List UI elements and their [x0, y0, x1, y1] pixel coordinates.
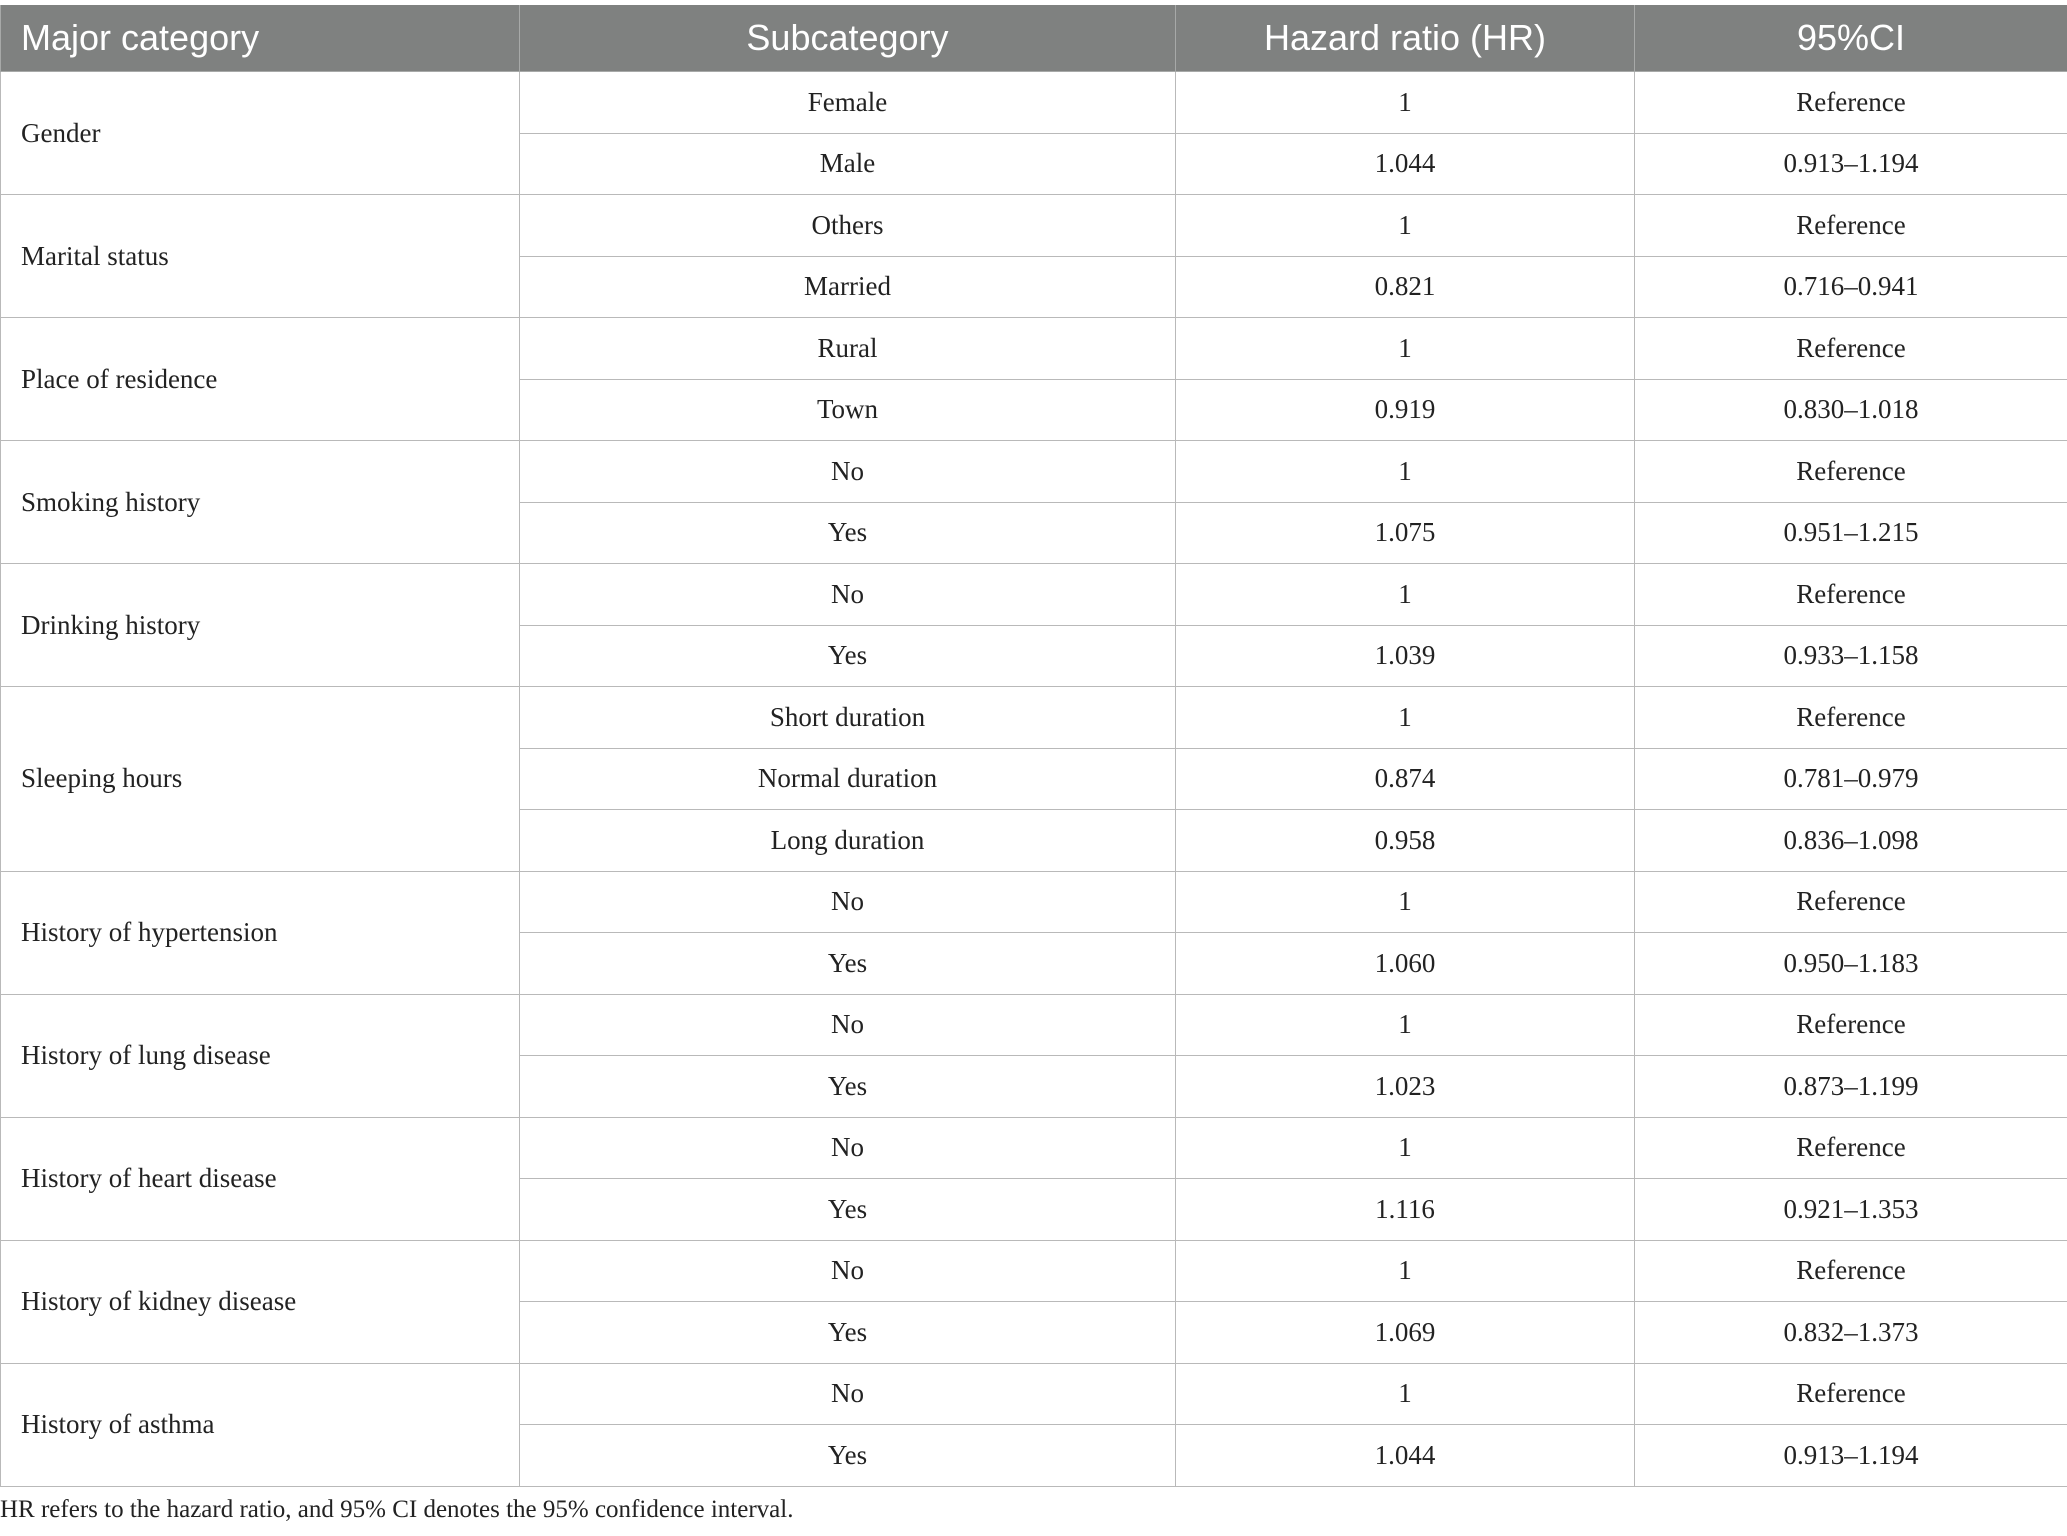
confidence-interval-cell: 0.832–1.373	[1635, 1302, 2067, 1364]
hazard-ratio-cell: 1	[1176, 564, 1635, 626]
table-row	[1, 72, 2067, 134]
major-category-cell: Drinking history	[1, 564, 520, 687]
hazard-ratio-cell: 1.060	[1176, 933, 1635, 995]
hazard-ratio-cell: 1.039	[1176, 625, 1635, 687]
subcategory-cell: Female	[520, 72, 1176, 134]
major-category-cell: Gender	[1, 72, 520, 195]
hazard-ratio-cell: 1.044	[1176, 133, 1635, 195]
hazard-ratio-cell: 1	[1176, 1117, 1635, 1179]
confidence-interval-cell: 0.921–1.353	[1635, 1179, 2067, 1241]
hazard-ratio-cell: 1	[1176, 1363, 1635, 1425]
subcategory-cell: Yes	[520, 1425, 1176, 1487]
confidence-interval-cell: Reference	[1635, 564, 2067, 626]
hazard-ratio-table	[0, 5, 2067, 1487]
major-category-cell: History of heart disease	[1, 1117, 520, 1240]
confidence-interval-cell: Reference	[1635, 318, 2067, 380]
hazard-ratio-cell: 1	[1176, 1240, 1635, 1302]
confidence-interval-cell: Reference	[1635, 1117, 2067, 1179]
confidence-interval-cell: Reference	[1635, 195, 2067, 257]
hazard-ratio-cell: 1	[1176, 318, 1635, 380]
subcategory-cell: Male	[520, 133, 1176, 195]
subcategory-cell: Yes	[520, 1179, 1176, 1241]
confidence-interval-cell: Reference	[1635, 441, 2067, 503]
subcategory-cell: Normal duration	[520, 748, 1176, 810]
hazard-ratio-cell: 1.023	[1176, 1056, 1635, 1118]
subcategory-cell: No	[520, 441, 1176, 503]
major-category-cell: Marital status	[1, 195, 520, 318]
header-major-category: Major category	[1, 5, 520, 72]
table-row	[1, 871, 2067, 933]
subcategory-cell: Yes	[520, 1302, 1176, 1364]
major-category-cell: History of lung disease	[1, 994, 520, 1117]
hazard-ratio-cell: 0.874	[1176, 748, 1635, 810]
subcategory-cell: Married	[520, 256, 1176, 318]
confidence-interval-cell: 0.950–1.183	[1635, 933, 2067, 995]
table-row	[1, 687, 2067, 749]
hazard-ratio-cell: 1.069	[1176, 1302, 1635, 1364]
hazard-ratio-cell: 1.044	[1176, 1425, 1635, 1487]
table-row	[1, 564, 2067, 626]
major-category-cell: Sleeping hours	[1, 687, 520, 872]
major-category-cell: Place of residence	[1, 318, 520, 441]
confidence-interval-cell: 0.830–1.018	[1635, 379, 2067, 441]
table-body	[1, 72, 2067, 1487]
subcategory-cell: No	[520, 994, 1176, 1056]
hazard-ratio-cell: 0.919	[1176, 379, 1635, 441]
hazard-ratio-cell: 0.958	[1176, 810, 1635, 872]
confidence-interval-cell: 0.836–1.098	[1635, 810, 2067, 872]
subcategory-cell: Town	[520, 379, 1176, 441]
table-header	[1, 5, 2067, 72]
confidence-interval-cell: Reference	[1635, 687, 2067, 749]
subcategory-cell: No	[520, 1363, 1176, 1425]
header-hazard-ratio: Hazard ratio (HR)	[1176, 5, 1635, 72]
confidence-interval-cell: 0.933–1.158	[1635, 625, 2067, 687]
hazard-ratio-cell: 1	[1176, 687, 1635, 749]
hazard-ratio-cell: 1	[1176, 994, 1635, 1056]
hazard-ratio-cell: 1.075	[1176, 502, 1635, 564]
hazard-ratio-cell: 1	[1176, 441, 1635, 503]
confidence-interval-cell: Reference	[1635, 871, 2067, 933]
subcategory-cell: Long duration	[520, 810, 1176, 872]
hazard-ratio-cell: 1	[1176, 72, 1635, 134]
hazard-ratio-table-container	[0, 5, 2067, 1487]
major-category-cell: History of kidney disease	[1, 1240, 520, 1363]
table-row	[1, 1117, 2067, 1179]
subcategory-cell: Others	[520, 195, 1176, 257]
confidence-interval-cell: Reference	[1635, 994, 2067, 1056]
confidence-interval-cell: 0.716–0.941	[1635, 256, 2067, 318]
table-row	[1, 1363, 2067, 1425]
hazard-ratio-cell: 1	[1176, 871, 1635, 933]
header-confidence-interval: 95%CI	[1635, 5, 2067, 72]
confidence-interval-cell: 0.913–1.194	[1635, 1425, 2067, 1487]
confidence-interval-cell: 0.873–1.199	[1635, 1056, 2067, 1118]
hazard-ratio-cell: 1.116	[1176, 1179, 1635, 1241]
confidence-interval-cell: 0.913–1.194	[1635, 133, 2067, 195]
major-category-cell: History of hypertension	[1, 871, 520, 994]
table-footnote: HR refers to the hazard ratio, and 95% CI denotes the 95% confidence interval.	[0, 1496, 794, 1523]
major-category-cell: Smoking history	[1, 441, 520, 564]
subcategory-cell: Yes	[520, 1056, 1176, 1118]
table-row	[1, 441, 2067, 503]
header-row	[1, 5, 2067, 72]
subcategory-cell: Rural	[520, 318, 1176, 380]
table-row	[1, 1240, 2067, 1302]
confidence-interval-cell: 0.951–1.215	[1635, 502, 2067, 564]
subcategory-cell: Yes	[520, 502, 1176, 564]
confidence-interval-cell: Reference	[1635, 1363, 2067, 1425]
confidence-interval-cell: Reference	[1635, 1240, 2067, 1302]
table-row	[1, 318, 2067, 380]
hazard-ratio-cell: 0.821	[1176, 256, 1635, 318]
major-category-cell: History of asthma	[1, 1363, 520, 1486]
subcategory-cell: Yes	[520, 933, 1176, 995]
subcategory-cell: No	[520, 564, 1176, 626]
table-row	[1, 994, 2067, 1056]
subcategory-cell: No	[520, 1240, 1176, 1302]
subcategory-cell: Yes	[520, 625, 1176, 687]
subcategory-cell: Short duration	[520, 687, 1176, 749]
subcategory-cell: No	[520, 871, 1176, 933]
confidence-interval-cell: 0.781–0.979	[1635, 748, 2067, 810]
confidence-interval-cell: Reference	[1635, 72, 2067, 134]
subcategory-cell: No	[520, 1117, 1176, 1179]
hazard-ratio-cell: 1	[1176, 195, 1635, 257]
table-row	[1, 195, 2067, 257]
header-subcategory: Subcategory	[520, 5, 1176, 72]
